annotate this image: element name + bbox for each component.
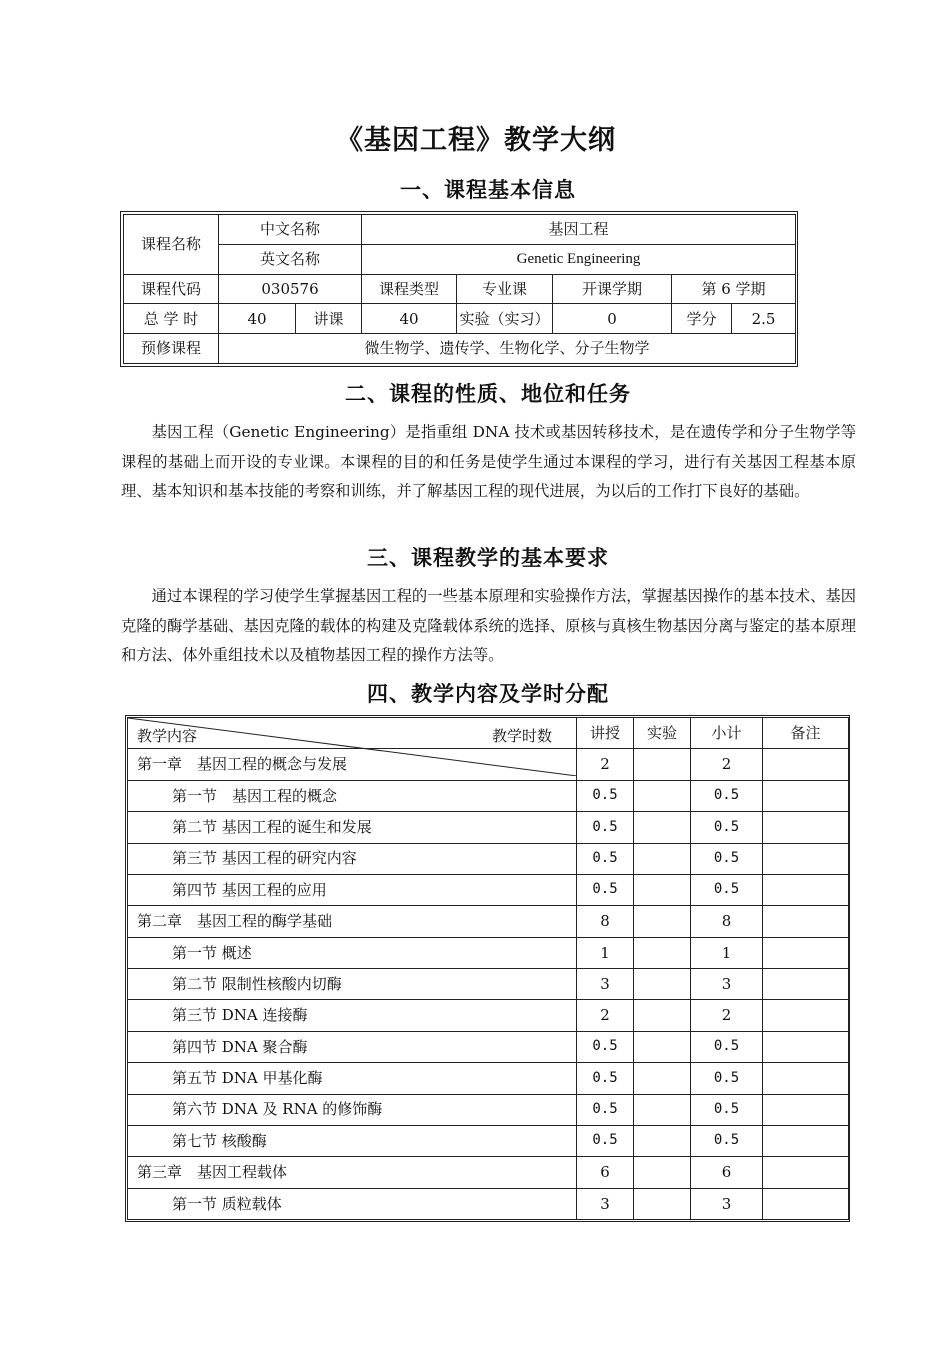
row-subtotal-hours: 3 (691, 969, 763, 1000)
lecture-label: 讲课 (296, 304, 362, 334)
table-row (128, 812, 849, 843)
row-lab-hours (634, 937, 691, 968)
row-note (763, 937, 849, 968)
row-note (763, 1157, 849, 1188)
requirements-paragraph: 通过本课程的学习使学生掌握基因工程的一些基本原理和实验操作方法，掌握基因操作的基本技术、基因克隆的酶学基础、基因克隆的载体的构建及克隆载体系统的选择、原核与真核生物基因分离与鉴定的基本原理和方法、体外重组技术以及植物基因工程的操作方法等。 (121, 587, 856, 664)
section-heading-nature: 二、课程的性质、地位和任务 (345, 381, 631, 406)
row-note (763, 1188, 849, 1219)
table-row (128, 1125, 849, 1156)
row-lecture-hours: 0.5 (577, 1063, 634, 1094)
row-note (763, 1000, 849, 1031)
cn-name-value: 基因工程 (362, 215, 796, 245)
row-subtotal-hours: 0.5 (691, 812, 763, 843)
row-lecture-hours: 0.5 (577, 1031, 634, 1062)
row-note (763, 749, 849, 780)
row-content: 第三节 DNA 连接酶 (128, 1000, 577, 1031)
row-lecture-hours: 0.5 (577, 874, 634, 905)
col-subtotal-header: 小计 (691, 718, 763, 749)
section-heading-requirements: 三、课程教学的基本要求 (367, 545, 609, 570)
row-lab-hours (634, 1094, 691, 1125)
table-row (128, 874, 849, 905)
row-content: 第一章 基因工程的概念与发展 (128, 749, 577, 780)
row-lab-hours (634, 1000, 691, 1031)
table-row (128, 1157, 849, 1188)
row-subtotal-hours: 3 (691, 1188, 763, 1219)
row-content: 第七节 核酸酶 (128, 1125, 577, 1156)
row-content: 第三章 基因工程载体 (128, 1157, 577, 1188)
row-note (763, 874, 849, 905)
credit-label: 学分 (672, 304, 732, 334)
lab-label: 实验（实习） (457, 304, 553, 334)
table-row (128, 843, 849, 874)
lab-value: 0 (553, 304, 672, 334)
course-type-label: 课程类型 (362, 274, 457, 304)
table-row (128, 969, 849, 1000)
lecture-value: 40 (362, 304, 457, 334)
row-lab-hours (634, 1031, 691, 1062)
row-lab-hours (634, 969, 691, 1000)
document-title: 《基因工程》教学大纲 (336, 125, 616, 156)
table-row (128, 1031, 849, 1062)
row-note (763, 969, 849, 1000)
row-subtotal-hours: 0.5 (691, 780, 763, 811)
row-content: 第二节 基因工程的诞生和发展 (128, 812, 577, 843)
row-lecture-hours: 3 (577, 969, 634, 1000)
col-lecture-header: 讲授 (577, 718, 634, 749)
row-content: 第六节 DNA 及 RNA 的修饰酶 (128, 1094, 577, 1125)
row-subtotal-hours: 2 (691, 1000, 763, 1031)
table-row (128, 1188, 849, 1219)
row-subtotal-hours: 0.5 (691, 1094, 763, 1125)
header-hours-label: 教学时数 (491, 727, 552, 745)
header-content-label: 教学内容 (137, 726, 198, 745)
row-lecture-hours: 0.5 (577, 1094, 634, 1125)
row-lecture-hours: 2 (577, 749, 634, 780)
col-note-header: 备注 (763, 718, 849, 749)
prereq-label: 预修课程 (124, 334, 219, 364)
row-content: 第五节 DNA 甲基化酶 (128, 1063, 577, 1094)
row-subtotal-hours: 0.5 (691, 874, 763, 905)
en-name-label: 英文名称 (219, 244, 362, 274)
row-lecture-hours: 0.5 (577, 812, 634, 843)
course-type-value: 专业课 (457, 274, 553, 304)
total-hours-value: 40 (219, 304, 296, 334)
row-lab-hours (634, 780, 691, 811)
row-note (763, 1125, 849, 1156)
schedule-table-frame (125, 715, 850, 1222)
course-name-label: 课程名称 (124, 215, 219, 275)
table-row (128, 780, 849, 811)
table-row (128, 1000, 849, 1031)
row-subtotal-hours: 8 (691, 906, 763, 937)
row-content: 第四节 DNA 聚合酶 (128, 1031, 577, 1062)
cn-name-label: 中文名称 (219, 215, 362, 245)
term-label: 开课学期 (553, 274, 672, 304)
section-heading-basic-info: 一、课程基本信息 (400, 177, 576, 202)
row-content: 第一节 基因工程的概念 (128, 780, 577, 811)
row-note (763, 780, 849, 811)
row-lecture-hours: 6 (577, 1157, 634, 1188)
total-hours-label: 总 学 时 (124, 304, 219, 334)
row-lab-hours (634, 1157, 691, 1188)
row-lecture-hours: 0.5 (577, 843, 634, 874)
row-note (763, 1094, 849, 1125)
table-row (128, 906, 849, 937)
table-row (128, 1063, 849, 1094)
row-lab-hours (634, 843, 691, 874)
row-note (763, 812, 849, 843)
row-content: 第三节 基因工程的研究内容 (128, 843, 577, 874)
prereq-value: 微生物学、遗传学、生物化学、分子生物学 (219, 334, 796, 364)
row-lab-hours (634, 874, 691, 905)
row-lab-hours (634, 812, 691, 843)
row-lab-hours (634, 906, 691, 937)
row-lab-hours (634, 749, 691, 780)
course-info-table (123, 214, 796, 364)
row-content: 第四节 基因工程的应用 (128, 874, 577, 905)
row-subtotal-hours: 2 (691, 749, 763, 780)
term-value: 第 6 学期 (672, 274, 796, 304)
row-subtotal-hours: 6 (691, 1157, 763, 1188)
schedule-table (127, 717, 849, 1220)
row-lab-hours (634, 1063, 691, 1094)
row-lecture-hours: 3 (577, 1188, 634, 1219)
course-info-table-frame (120, 211, 798, 367)
row-subtotal-hours: 0.5 (691, 1063, 763, 1094)
row-note (763, 1063, 849, 1094)
row-subtotal-hours: 1 (691, 937, 763, 968)
course-code-value: 030576 (219, 274, 362, 304)
credit-value: 2.5 (732, 304, 796, 334)
row-note (763, 906, 849, 937)
row-content: 第一节 质粒载体 (128, 1188, 577, 1219)
schedule-header-diagonal-cell (128, 718, 577, 749)
row-lecture-hours: 2 (577, 1000, 634, 1031)
nature-paragraph: 基因工程（Genetic Engineering）是指重组 DNA 技术或基因转移技术，是在遗传学和分子生物学等课程的基础上而开设的专业课。本课程的目的和任务是使学生通过本课程的学习，进行有关基因工程基本原理、基本知识和基本技能的考察和训练，并了解基因工程的现代进展，为以后的工作打下良好的基础。 (121, 423, 856, 500)
row-note (763, 1031, 849, 1062)
row-subtotal-hours: 0.5 (691, 1031, 763, 1062)
row-note (763, 843, 849, 874)
section-heading-schedule: 四、教学内容及学时分配 (367, 681, 609, 706)
en-name-value: Genetic Engineering (362, 244, 796, 274)
row-lecture-hours: 0.5 (577, 1125, 634, 1156)
row-subtotal-hours: 0.5 (691, 843, 763, 874)
course-code-label: 课程代码 (124, 274, 219, 304)
row-lab-hours (634, 1125, 691, 1156)
row-subtotal-hours: 0.5 (691, 1125, 763, 1156)
col-lab-header: 实验 (634, 718, 691, 749)
row-lecture-hours: 0.5 (577, 780, 634, 811)
row-content: 第二节 限制性核酸内切酶 (128, 969, 577, 1000)
table-row (128, 937, 849, 968)
row-lecture-hours: 1 (577, 937, 634, 968)
schedule-body (128, 749, 849, 1220)
row-content: 第一节 概述 (128, 937, 577, 968)
table-row (128, 1094, 849, 1125)
row-lecture-hours: 8 (577, 906, 634, 937)
row-lab-hours (634, 1188, 691, 1219)
row-content: 第二章 基因工程的酶学基础 (128, 906, 577, 937)
